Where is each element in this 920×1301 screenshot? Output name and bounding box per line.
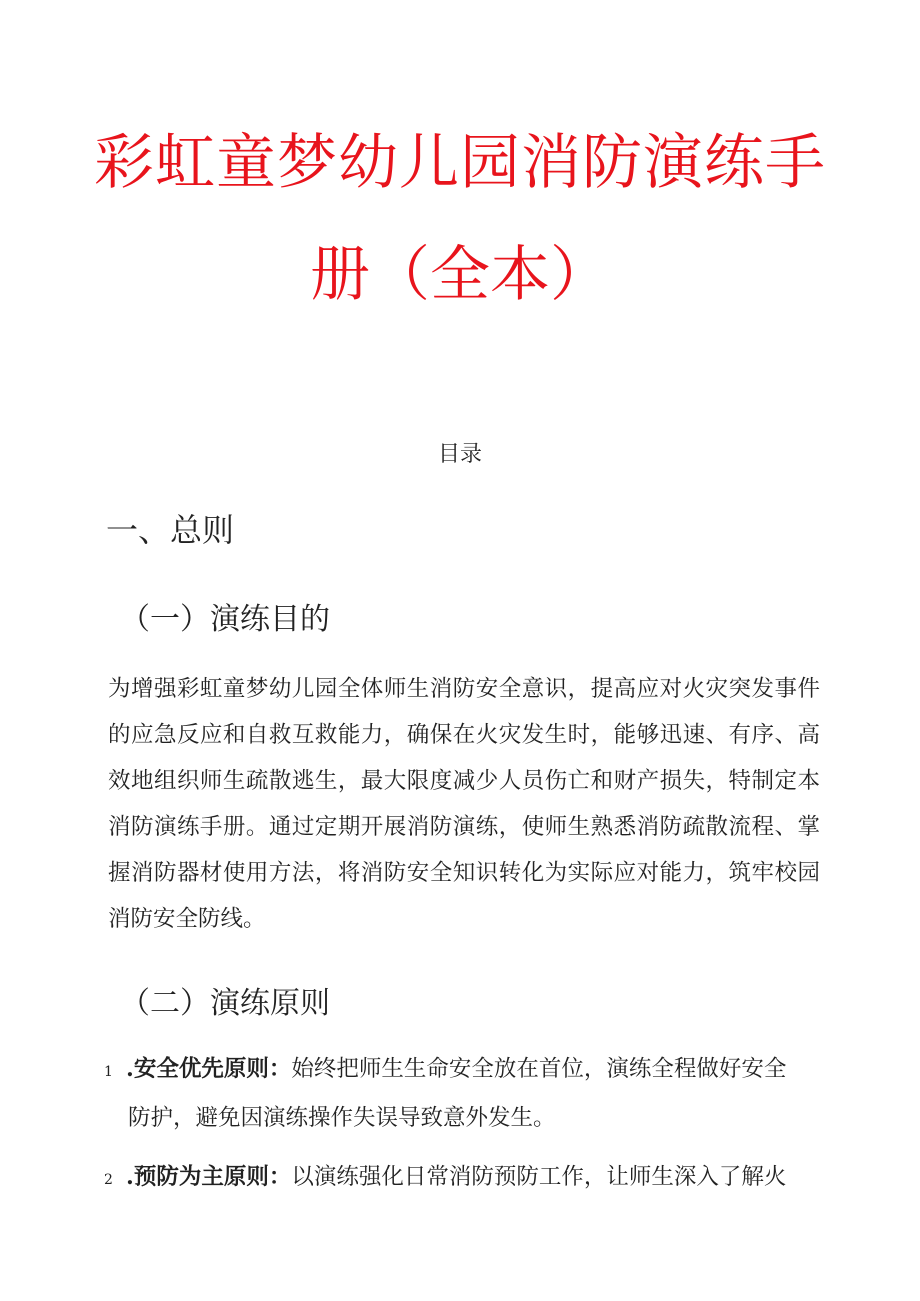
principle-text: 始终把师生生命安全放在首位，演练全程做好安全 xyxy=(291,1056,787,1082)
principle-text: 以演练强化日常消防预防工作，让师生深入了解火 xyxy=(291,1164,787,1190)
purpose-paragraph: 为增强彩虹童梦幼儿园全体师生消防安全意识，提高应对火灾突发事件的应急反应和自救互救能力，确保在火灾发生时，能够迅速、有序、高效地组织师生疏散逃生，最大限度减少人员伤亡和财产损失，特制定本消防演练手册。通过定期开展消防演练，使师生熟悉消防疏散流程、掌握消防器材使用方法，将消防安全知识转化为实际应对能力，筑牢校园消防安全防线。 xyxy=(108,676,820,932)
subsection-heading-principles: （二）演练原则 xyxy=(120,986,330,1021)
section-heading-general: 一、总则 xyxy=(106,511,235,549)
principle-item xyxy=(104,1046,816,1141)
principle-text-continued: 防护，避免因演练操作失误导致意外发生。 xyxy=(128,1105,556,1131)
principle-number: 1 xyxy=(104,1064,113,1080)
table-of-contents-label: 目录 xyxy=(437,442,482,467)
principle-number: 2 xyxy=(104,1172,113,1188)
principle-item xyxy=(104,1154,816,1203)
document-title-line-2: 册（全本） xyxy=(310,240,610,310)
subsection-heading-purpose: （一）演练目的 xyxy=(120,602,330,637)
principle-title: .预防为主原则： xyxy=(126,1164,292,1190)
principle-title: .安全优先原则： xyxy=(126,1056,292,1082)
document-title-line-1: 彩虹童梦幼儿园消防演练手 xyxy=(94,128,826,198)
